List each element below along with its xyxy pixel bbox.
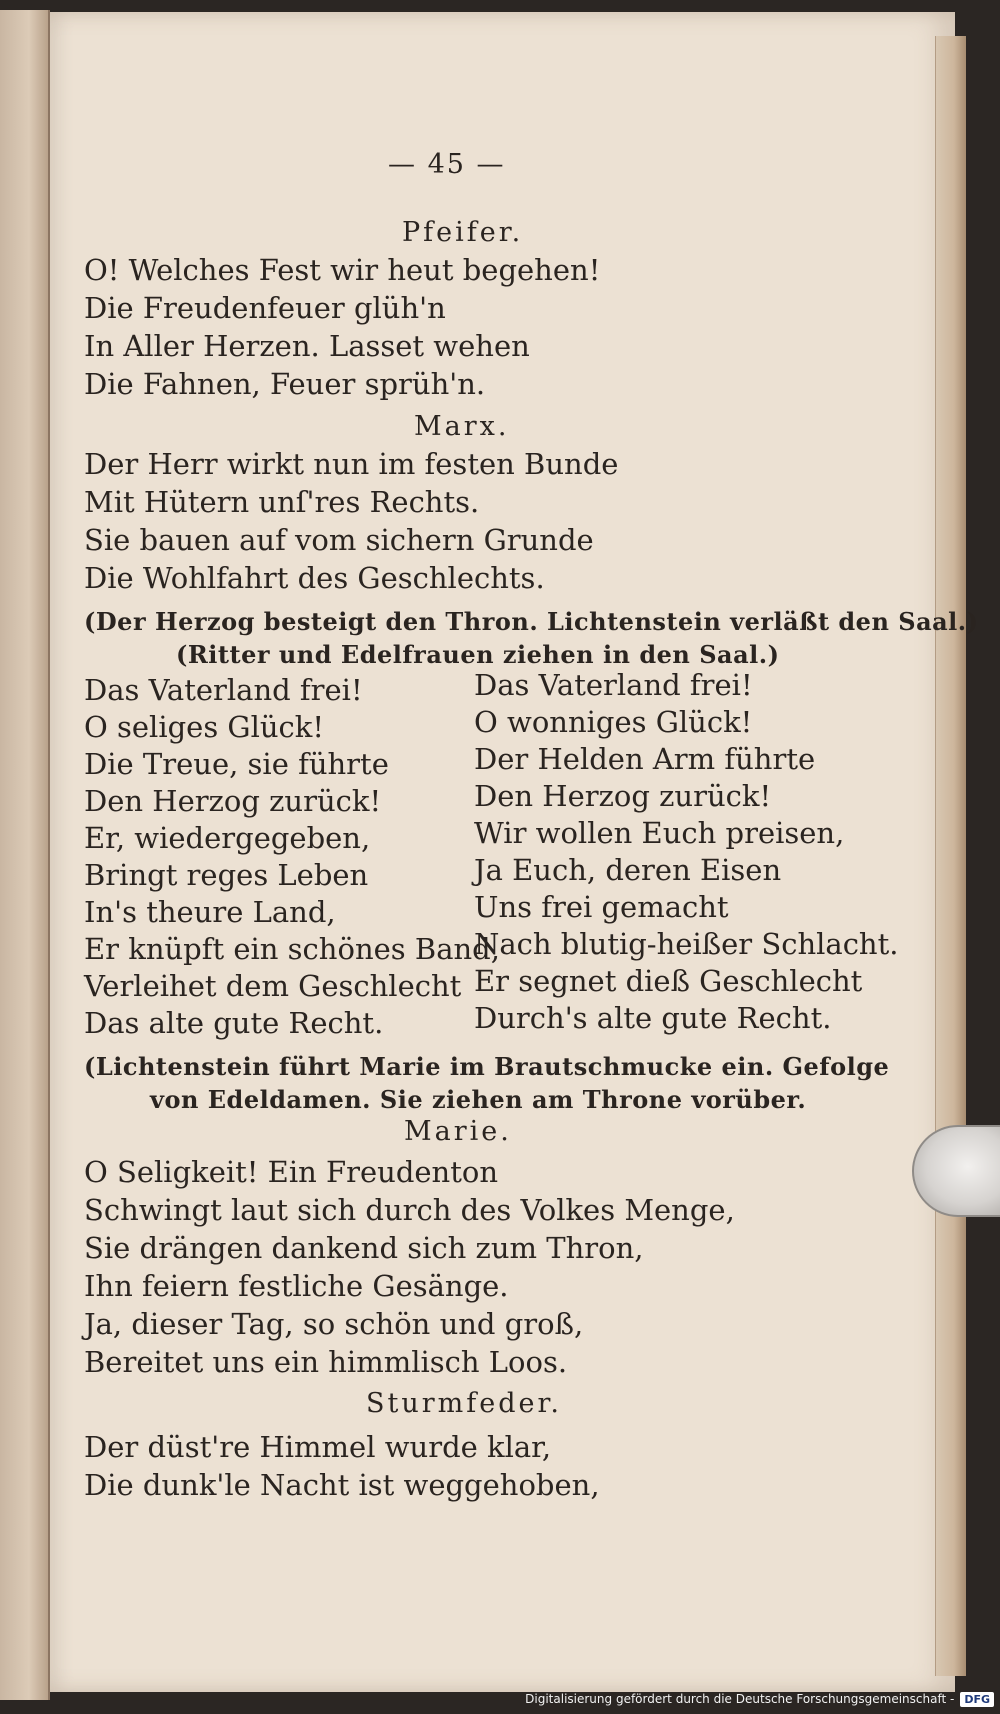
verse-line: Die Wohlfahrt des Geschlechts.: [84, 561, 545, 595]
verse-line: Bereitet uns ein himmlisch Loos.: [84, 1345, 568, 1379]
verse-line: Schwingt laut sich durch des Volkes Menge,: [84, 1193, 735, 1227]
chorus-left-line: Verleihet dem Geschlecht: [84, 969, 462, 1003]
chorus-right-line: O wonniges Glück!: [474, 705, 753, 739]
verse-line: Die Fahnen, Feuer sprüh'n.: [84, 367, 486, 401]
verse-line: Sie drängen dankend sich zum Thron,: [84, 1231, 644, 1265]
chorus-left-line: Die Treue, sie führte: [84, 747, 389, 781]
chorus-right-line: Das Vaterland frei!: [474, 668, 753, 702]
dfg-logo: DFG: [960, 1692, 994, 1707]
chorus-left-line: Das Vaterland frei!: [84, 673, 363, 707]
speaker-pfeifer: Pfeifer.: [402, 217, 524, 248]
verse-line: O Seligkeit! Ein Freudenton: [84, 1155, 499, 1189]
verse-line: Der düst're Himmel wurde klar,: [84, 1430, 552, 1464]
chorus-left-line: Er, wiedergegeben,: [84, 821, 371, 855]
verse-line: Der Herr wirkt nun im festen Bunde: [84, 447, 619, 481]
speaker-marx: Marx.: [414, 411, 510, 442]
speaker-sturmfeder: Sturmfeder.: [366, 1388, 563, 1419]
chorus-right-line: Wir wollen Euch preisen,: [474, 816, 845, 850]
chorus-left-line: Den Herzog zurück!: [84, 784, 382, 818]
chorus-left-line: O seliges Glück!: [84, 710, 325, 744]
chorus-right-line: Der Helden Arm führte: [474, 742, 816, 776]
verse-line: Die Freudenfeuer glüh'n: [84, 291, 446, 325]
chorus-right-line: Durch's alte gute Recht.: [474, 1001, 832, 1035]
stage-direction: von Edeldamen. Sie ziehen am Throne vorüber.: [150, 1085, 807, 1114]
chorus-right-line: Nach blutig-heißer Schlacht.: [474, 927, 899, 961]
page-clip: [912, 1125, 1000, 1217]
chorus-right-line: Ja Euch, deren Eisen: [474, 853, 782, 887]
chorus-left-line: Das alte gute Recht.: [84, 1006, 384, 1040]
stage-direction: (Ritter und Edelfrauen ziehen in den Saal.): [176, 640, 780, 669]
chorus-right-line: Er segnet dieß Geschlecht: [474, 964, 863, 998]
page-number: — 45 —: [388, 149, 506, 180]
stage-direction: (Lichtenstein führt Marie im Brautschmucke ein. Gefolge: [84, 1052, 890, 1081]
chorus-right-line: Uns frei gemacht: [474, 890, 729, 924]
stage-direction: (Der Herzog besteigt den Thron. Lichtenstein verläßt den Saal.): [84, 607, 979, 636]
chorus-right-line: Den Herzog zurück!: [474, 779, 772, 813]
chorus-left-line: Er knüpft ein schönes Band,: [84, 932, 500, 966]
verse-line: In Aller Herzen. Lasset wehen: [84, 329, 530, 363]
chorus-left-line: Bringt reges Leben: [84, 858, 369, 892]
footer-text: Digitalisierung gefördert durch die Deutsche Forschungsgemeinschaft -: [525, 1692, 955, 1706]
digitization-footer: [525, 1688, 994, 1710]
verse-line: Sie bauen auf vom sichern Grunde: [84, 523, 594, 557]
verse-line: Mit Hütern unſ'res Rechts.: [84, 485, 480, 519]
verse-line: O! Welches Fest wir heut begehen!: [84, 253, 601, 287]
verse-line: Die dunk'le Nacht ist weggehoben,: [84, 1468, 600, 1502]
verse-line: Ihn feiern festliche Gesänge.: [84, 1269, 509, 1303]
speaker-marie: Marie.: [404, 1116, 512, 1147]
chorus-left-line: In's theure Land,: [84, 895, 336, 929]
verse-line: Ja, dieser Tag, so schön und groß,: [84, 1307, 584, 1341]
